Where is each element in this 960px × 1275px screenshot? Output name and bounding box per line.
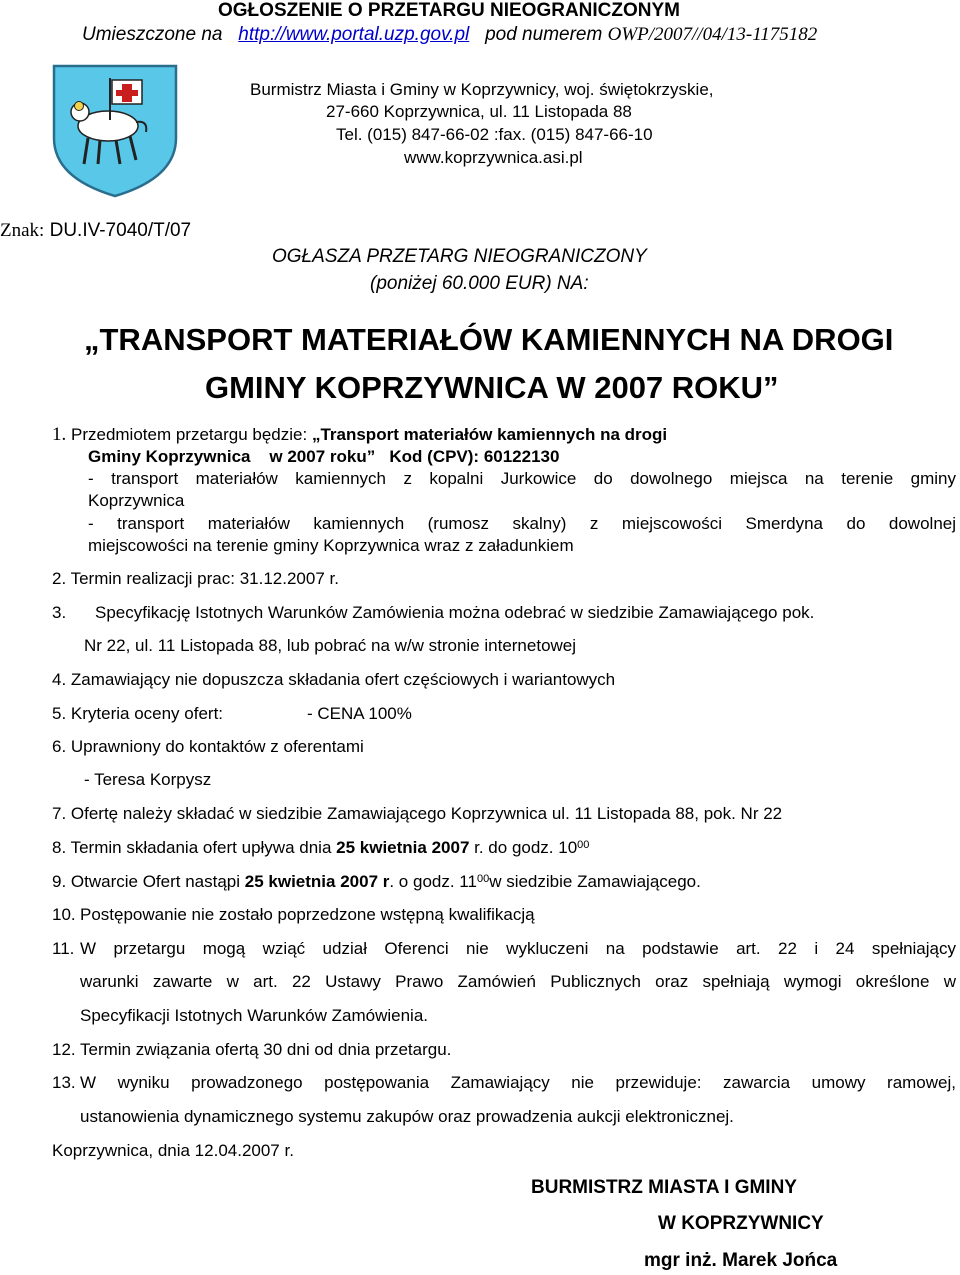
item-11-number: 11. [52, 939, 75, 958]
item-9-text: 9. Otwarcie Ofert nastąpi [52, 872, 241, 891]
item-12: Termin związania ofertą 30 dni od dnia przetargu. [80, 1040, 452, 1059]
publication-mid: pod numerem [485, 24, 603, 45]
issuer-line-3: Tel. (015) 847-66-02 :fax. (015) 847-66-10 [336, 125, 653, 144]
reference-label: Znak: [0, 220, 45, 241]
item-1-bullet-2b: miejscowości na terenie gminy Koprzywnica wraz z załadunkiem [88, 536, 574, 555]
item-4: 4. Zamawiający nie dopuszcza składania ofert częściowych i wariantowych [52, 670, 616, 689]
item-3-line-1: Specyfikację Istotnych Warunków Zamówienia można odebrać w siedzibie Zamawiającego pok. [95, 603, 815, 622]
item-1-subject-b: Gminy Koprzywnica [88, 447, 251, 466]
item-1-subject-a: „Transport materiałów kamiennych na drogi [311, 425, 668, 444]
issuer-website[interactable]: www.koprzywnica.asi.pl [404, 148, 583, 167]
signature-title-2: W KOPRZYWNICY [658, 1213, 824, 1234]
reference-line [0, 220, 191, 242]
issuer-line-1: Burmistrz Miasta i Gminy w Koprzywnicy, woj. świętokrzyskie, [250, 80, 714, 99]
item-1-bullet-1a: - transport materiałów kamiennych z kopalni Jurkowice do dowolnego miejsca na terenie gminy [88, 469, 956, 488]
announce-line-2: (poniżej 60.000 EUR) NA: [370, 273, 589, 294]
item-9 [52, 872, 701, 892]
item-13-line-1: W wyniku prowadzonego postępowania Zamawiający nie przewiduje: zawarcia umowy ramowej, [80, 1073, 956, 1092]
item-1-subject-c: w 2007 roku” [269, 447, 376, 466]
item-8-minutes: 00 [577, 839, 590, 851]
subject-line-1: „TRANSPORT MATERIAŁÓW KAMIENNYCH NA DROGI [84, 322, 894, 357]
item-13-number: 13. [52, 1073, 76, 1092]
place-date: Koprzywnica, dnia 12.04.2007 r. [52, 1141, 294, 1160]
reference-value: DU.IV-7040/T/07 [49, 220, 192, 241]
publication-line [82, 24, 817, 46]
item-7: 7. Ofertę należy składać w siedzibie Zamawiającego Koprzywnica ul. 11 Listopada 88, pok. Nr 22 [52, 804, 783, 823]
portal-link[interactable]: http://www.portal.uzp.gov.pl [238, 24, 470, 45]
item-13-line-2: ustanowienia dynamicznego systemu zakupów oraz prowadzenia aukcji elektronicznej. [80, 1107, 734, 1126]
item-11-line-3: Specyfikacji Istotnych Warunków Zamówienia. [80, 1006, 429, 1025]
item-12-number: 12. [52, 1040, 76, 1059]
item-10: Postępowanie nie zostało poprzedzone wstępną kwalifikacją [80, 905, 535, 924]
item-9-place: w siedzibie Zamawiającego. [489, 872, 701, 891]
coat-of-arms-icon [50, 60, 180, 200]
item-9-date: 25 kwietnia 2007 r [244, 872, 390, 891]
document-title: OGŁOSZENIE O PRZETARGU NIEOGRANICZONYM [218, 0, 680, 21]
item-6-line-2: - Teresa Korpysz [84, 770, 212, 789]
item-1-heading [52, 425, 667, 445]
item-9-time: . o godz. 11 [389, 872, 477, 891]
item-8-time: r. do godz. 10 [474, 838, 578, 857]
publication-number: OWP/2007//04/13-1175182 [607, 24, 818, 45]
item-2: 2. Termin realizacji prac: 31.12.2007 r. [52, 569, 339, 588]
item-5-label: 5. Kryteria oceny ofert: [52, 704, 224, 723]
subject-line-2: GMINY KOPRZYWNICA W 2007 ROKU” [205, 370, 779, 405]
signatory-name: mgr inż. Marek Jońca [644, 1250, 838, 1271]
item-8-text: 8. Termin składania ofert upływa dnia [52, 838, 332, 857]
item-11-line-2: warunki zawarte w art. 22 Ustawy Prawo Zamówień Publicznych oraz spełniają wymogi określone w [80, 972, 956, 991]
issuer-line-2: 27-660 Koprzywnica, ul. 11 Listopada 88 [326, 102, 632, 121]
item-3-number: 3. [52, 603, 67, 622]
item-8-date: 25 kwietnia 2007 [336, 838, 470, 857]
item-10-number: 10. [52, 905, 76, 924]
item-1-subject-line [88, 447, 559, 467]
publication-prefix: Umieszczone na [82, 24, 223, 45]
item-1-lead: Przedmiotem przetargu będzie: [70, 425, 308, 444]
item-1-cpv: Kod (CPV): 60122130 [389, 447, 560, 466]
signature-title-1: BURMISTRZ MIASTA I GMINY [531, 1177, 797, 1198]
announce-line-1: OGŁASZA PRZETARG NIEOGRANICZONY [272, 246, 647, 267]
item-1-bullet-2a: - transport materiałów kamiennych (rumosz skalny) z miejscowości Smerdyna do dowolnej [88, 514, 956, 533]
item-1-bullet-1b: Koprzywnica [88, 491, 185, 510]
item-3-line-2: Nr 22, ul. 11 Listopada 88, lub pobrać na w/w stronie internetowej [84, 636, 577, 655]
item-6-line-1: 6. Uprawniony do kontaktów z oferentami [52, 737, 364, 756]
item-5-value: - CENA 100% [307, 704, 412, 723]
item-8 [52, 838, 589, 858]
item-9-minutes: 00 [476, 873, 490, 885]
item-1-number: 1. [52, 424, 67, 445]
item-11-line-1: W przetargu mogą wziąć udział Oferenci nie wykluczeni na podstawie art. 22 i 24 spełniający [80, 939, 956, 958]
